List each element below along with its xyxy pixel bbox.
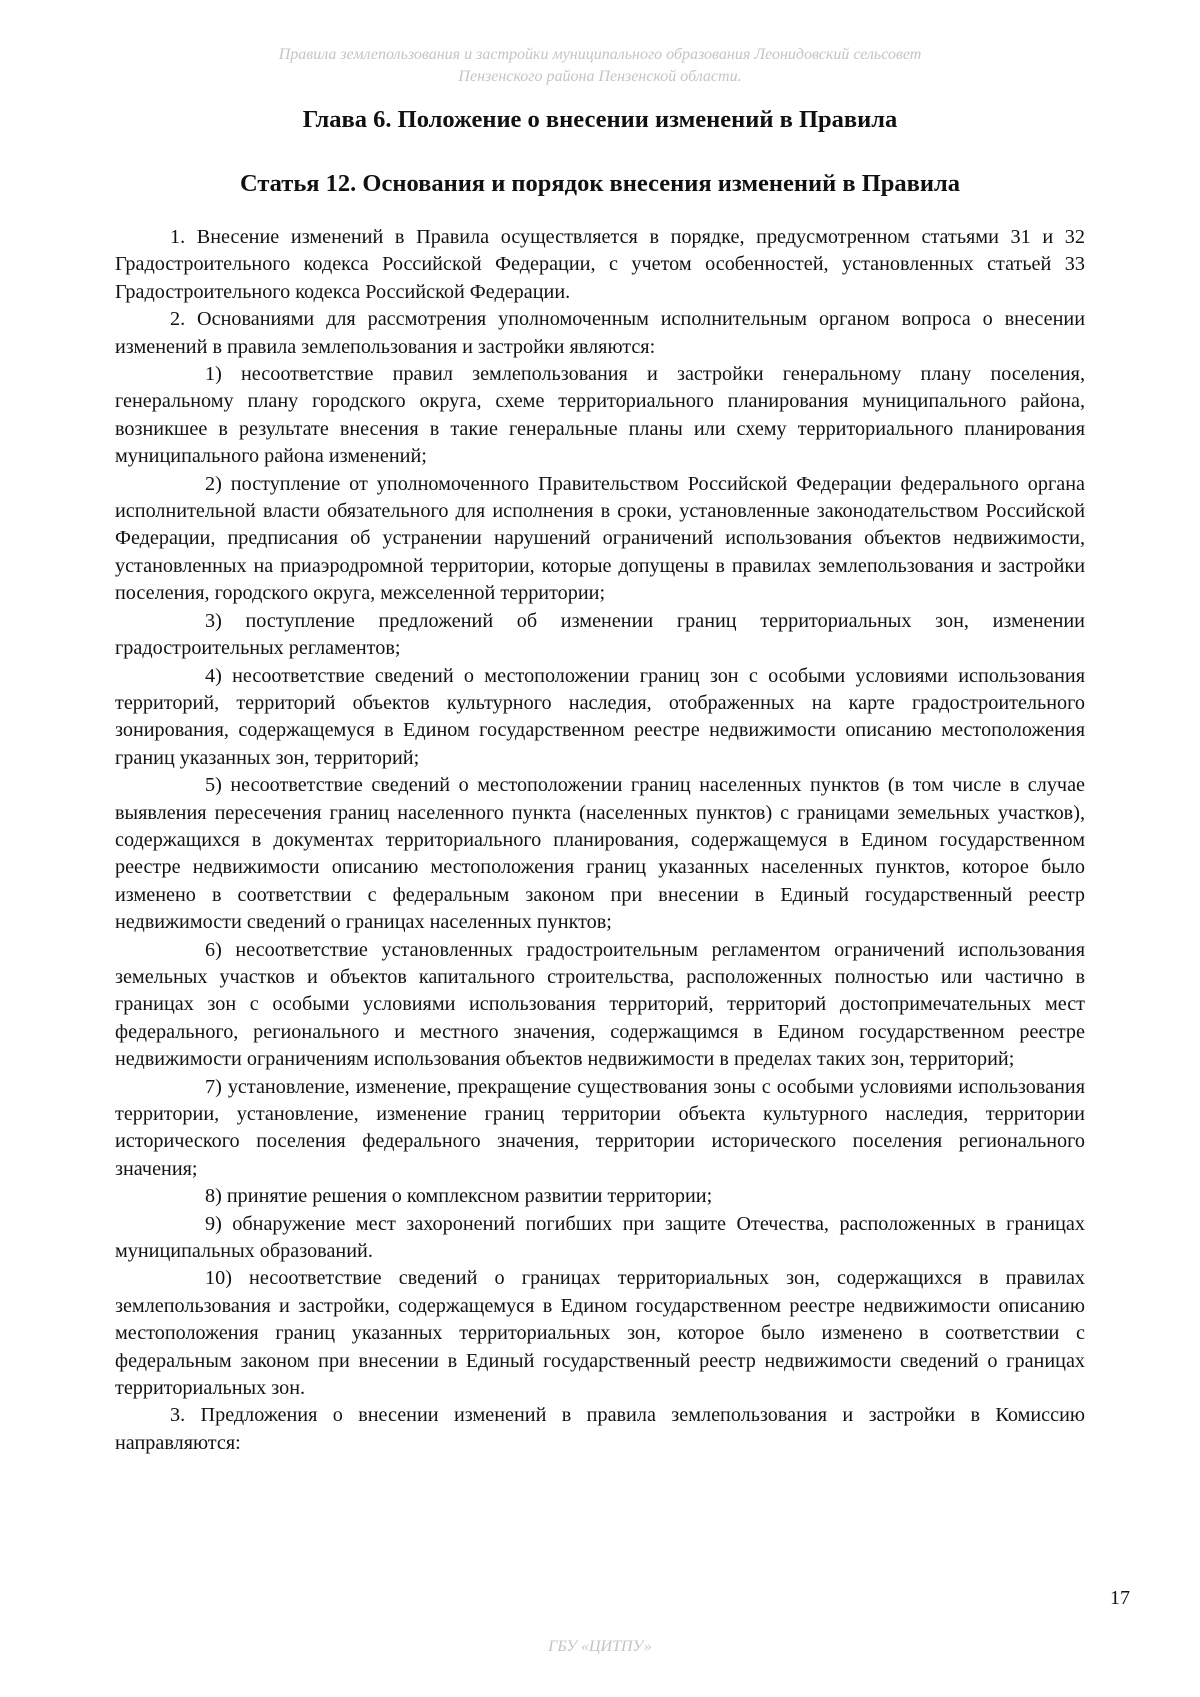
list-item-10: 10) несоответствие сведений о границах территориальных зон, содержащихся в правилах землепользования и застройки, содержащемуся в Едином государственном реестре недвижимости описанию местоположения границ указанных территориальных зон, которое было изменено в соответствии с федеральным законом при внесении в Единый государственный реестр недвижимости сведений о границах территориальных зон. [115, 1267, 1085, 1400]
list-item-1: 1) несоответствие правил землепользования и застройки генеральному плану поселения, генеральному плану городского округа, схеме территориального планирования муниципального района, возникшее в результате внесения в такие генеральные планы или схему территориального планирования муниципального района изменений; [115, 363, 1085, 468]
page-number: 17 [1110, 1587, 1130, 1609]
document-body [115, 224, 1085, 1457]
running-header-line-2: Пензенского района Пензенской области. [458, 68, 742, 85]
list-item-3: 3) поступление предложений об изменении границ территориальных зон, изменении градостроительных регламентов; [115, 609, 1085, 660]
chapter-title: Глава 6. Положение о внесении изменений в Правила [302, 106, 898, 133]
list-item-7: 7) установление, изменение, прекращение существования зоны с особыми условиями использования территории, установление, изменение границ территории объекта культурного наследия, территории исторического поселения федерального значения, территории исторического поселения регионального значения; [115, 1075, 1085, 1180]
running-header [130, 44, 1070, 88]
list-item-8: 8) принятие решения о комплексном развитии территории; [205, 1185, 713, 1208]
list-item-2: 2) поступление от уполномоченного Правительством Российской Федерации федерального органа исполнительной власти обязательного для исполнения в сроки, установленные законодательством Российской Федерации, предписания об устранении нарушений ограничений использования объектов недвижимости, установленных на приаэродромной территории, которые допущены в правилах землепользования и застройки поселения, городского округа, межселенной территории; [115, 472, 1085, 605]
paragraph-1: 1. Внесение изменений в Правила осуществляется в порядке, предусмотренном статьями 31 и 32 Градостроительного кодекса Российской Федерации, с учетом особенностей, установленных статьей 33 Градостроительного кодекса Российской Федерации. [115, 226, 1085, 303]
list-item-9: 9) обнаружение мест захоронений погибших при защите Отечества, расположенных в границах муниципальных образований. [115, 1212, 1085, 1263]
list-item-4: 4) несоответствие сведений о местоположении границ зон с особыми условиями использования территорий, территорий объектов культурного наследия, отображенных на карте градостроительного зонирования, содержащемуся в Едином государственном реестре недвижимости описанию местоположения границ указанных зон, территорий; [115, 664, 1085, 769]
list-item-6: 6) несоответствие установленных градостроительным регламентом ограничений использования земельных участков и объектов капитального строительства, расположенных полностью или частично в границах зон с особыми условиями использования территорий, территорий достопримечательных мест федерального, регионального и местного значения, содержащимся в Едином государственном реестре недвижимости ограничениям использования объектов недвижимости в пределах таких зон, территорий; [115, 938, 1085, 1071]
paragraph-2: 2. Основаниями для рассмотрения уполномоченным исполнительным органом вопроса о внесении изменений в правила землепользования и застройки являются: [115, 308, 1085, 358]
paragraph-3: 3. Предложения о внесении изменений в правила землепользования и застройки в Комиссию направляются: [115, 1404, 1085, 1454]
list-item-5: 5) несоответствие сведений о местоположении границ населенных пунктов (в том числе в случае выявления пересечения границ населенного пункта (населенных пунктов) с границами земельных участков), содержащихся в документах территориального планирования, содержащемуся в Едином государственном реестре недвижимости описанию местоположения границ указанных населенных пунктов, которое было изменено в соответствии с федеральным законом при внесении в Единый государственный реестр недвижимости сведений о границах населенных пунктов; [115, 774, 1085, 934]
article-title: Статья 12. Основания и порядок внесения изменений в Правила [239, 170, 961, 197]
running-header-line-1: Правила землепользования и застройки муниципального образования Леонидовский сельсовет [278, 46, 922, 63]
footer-watermark: ГБУ «ЦИТПУ» [548, 1638, 652, 1655]
